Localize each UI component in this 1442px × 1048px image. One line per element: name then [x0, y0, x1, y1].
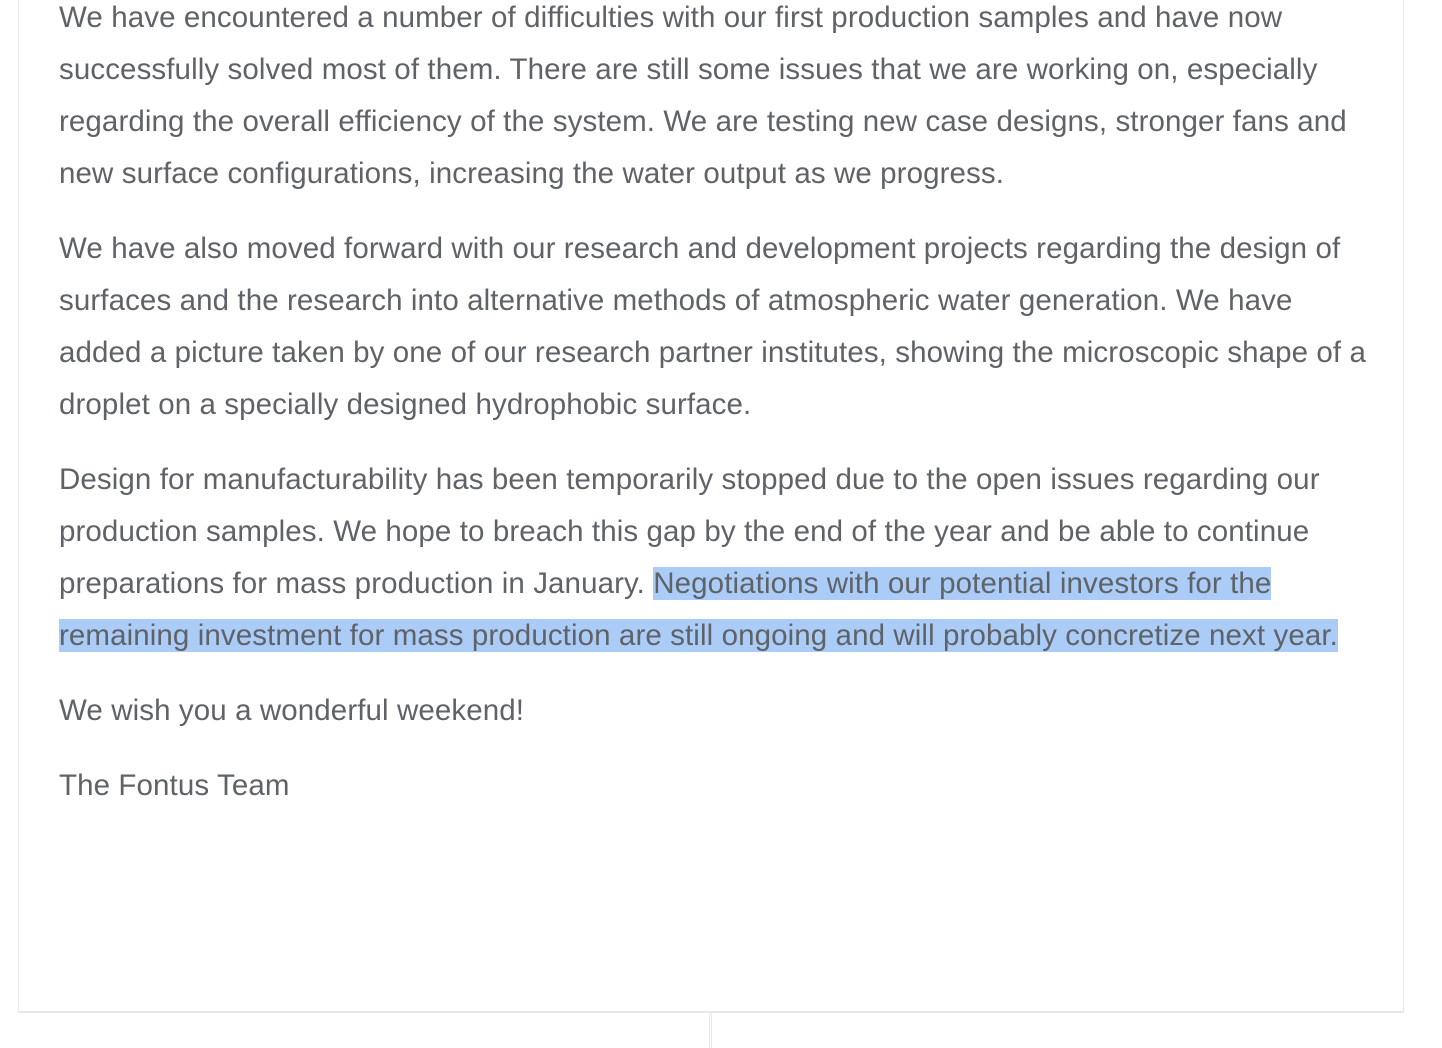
paragraph-production-samples: We have encountered a number of difficulties with our first production samples and have now successfully solved most of them. There are still some issues that we are working on, especially regarding the overall efficiency of the system. We are testing new case designs, stronger fans and new surface configurations, increasing the water output as we progress. [59, 1, 1347, 190]
paragraph-signature: The Fontus Team [59, 769, 290, 802]
message-body [59, 0, 1369, 812]
paragraph-manufacturability-lead: Design for manufacturability has been temporarily stopped due to the open issues regarding our production samples. We hope to breach this gap by the end of the year and be able to continue preparations for mass production in January. [59, 463, 1320, 600]
message-container [18, 0, 1404, 1012]
paragraph-research-development: We have also moved forward with our research and development projects regarding the design of surfaces and the research into alternative methods of atmospheric water generation. We have added a picture taken by one of our research partner institutes, showing the microscopic shape of a droplet on a specially designed hydrophobic surface. [59, 232, 1367, 421]
paragraph-closing-wish: We wish you a wonderful weekend! [59, 694, 525, 727]
footer-column-divider-right [711, 1012, 712, 1048]
paragraph-manufacturability [59, 454, 1369, 662]
highlighted-selection-text[interactable]: Negotiations with our potential investors for the remaining investment for mass production are still ongoing and will probably concretize next year. [59, 567, 1338, 652]
footer-column-divider-left [709, 1012, 710, 1048]
